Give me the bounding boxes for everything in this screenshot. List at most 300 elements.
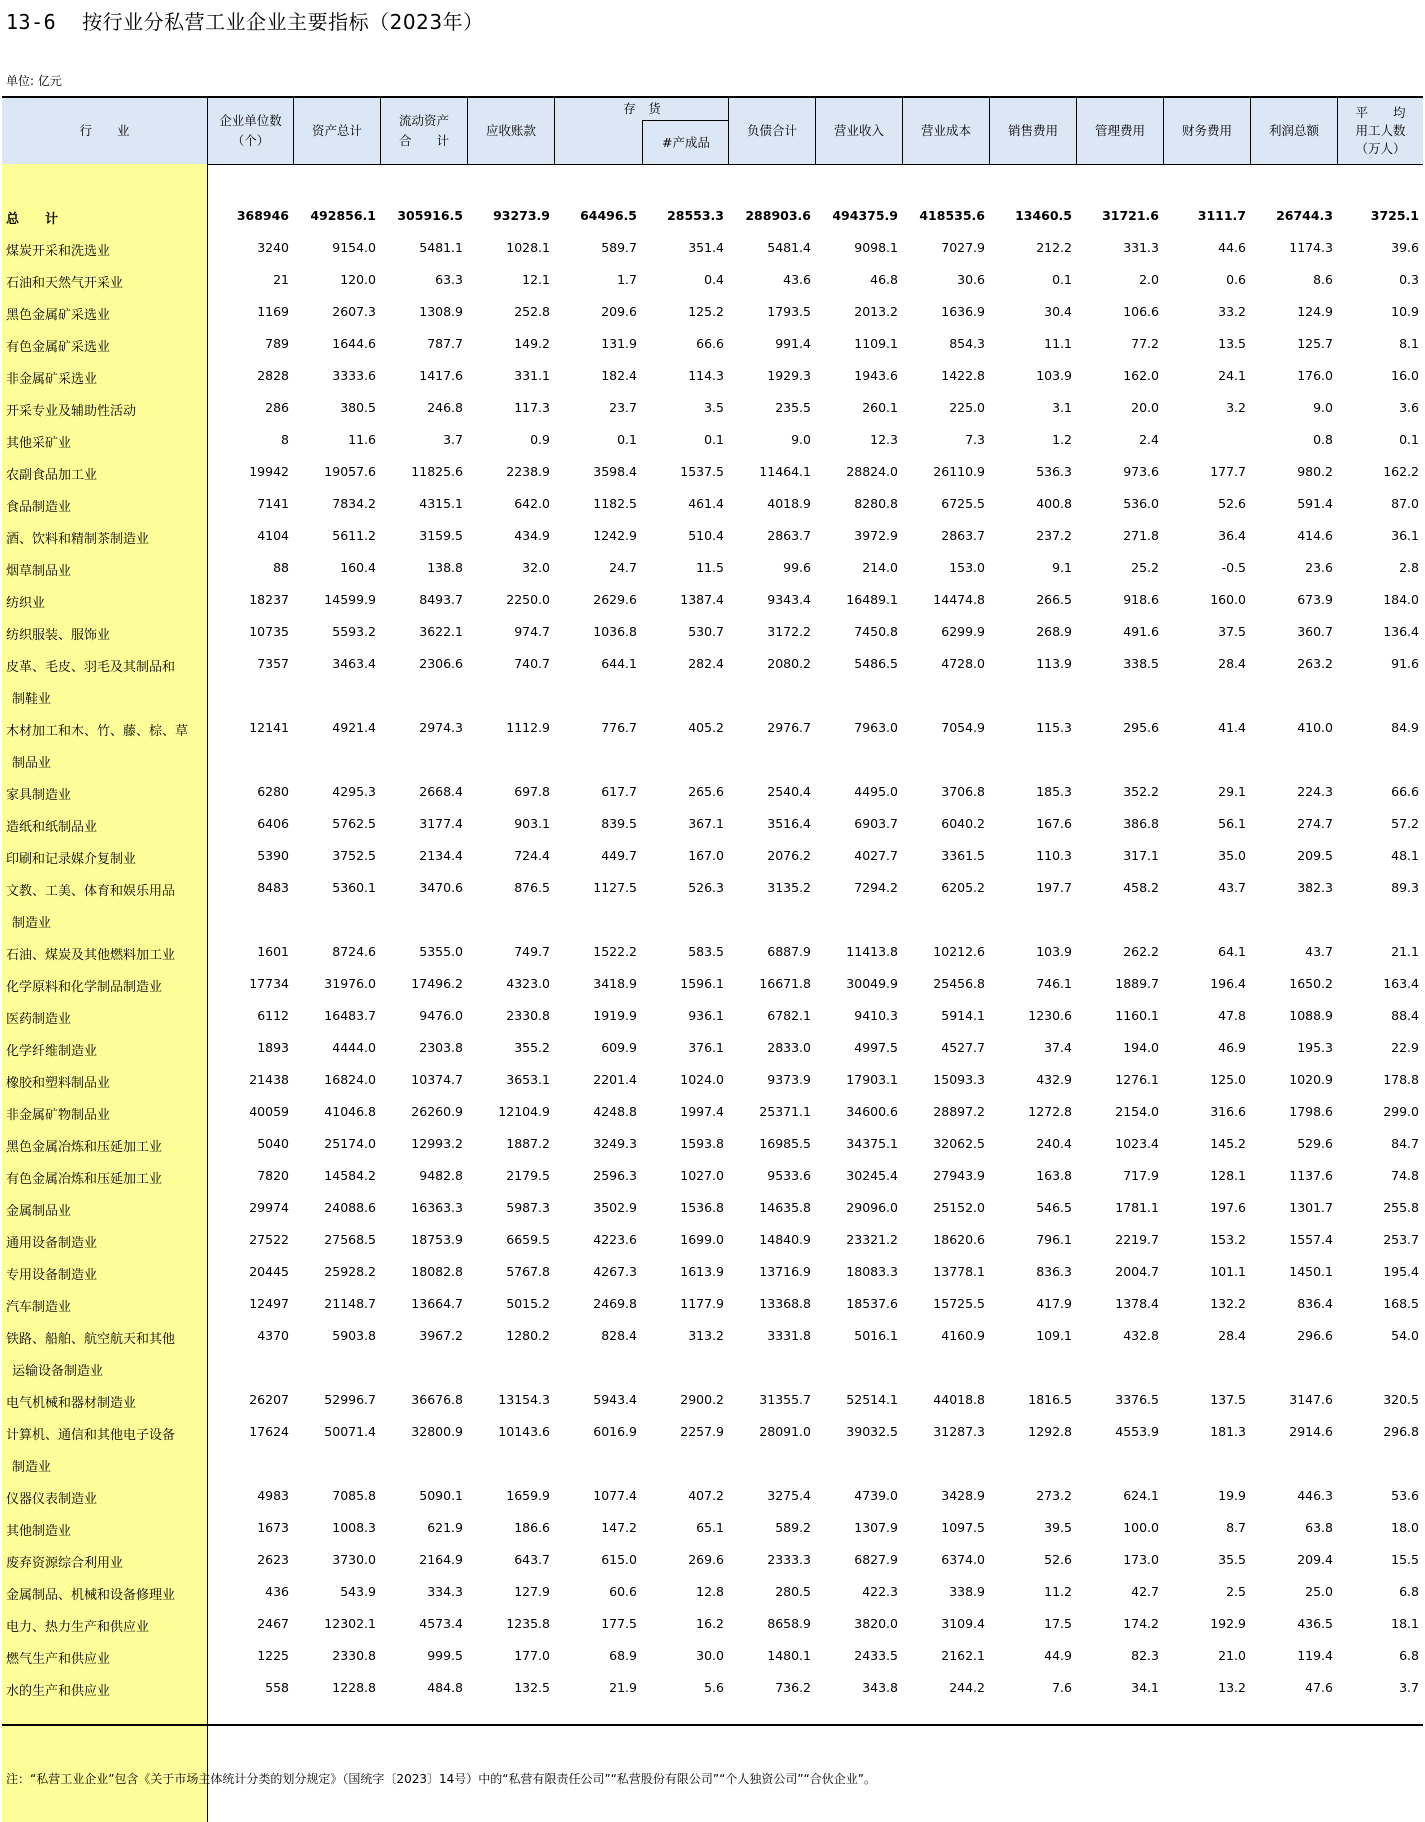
industry-name: 汽车制造业 [6,1300,72,1315]
table-cell: 3249.3 [593,1136,637,1151]
table-cell: 351.4 [688,240,724,255]
table-cell: 1537.5 [680,464,724,479]
table-cell: 24.7 [609,560,637,575]
table-cell: 19057.6 [324,464,376,479]
table-cell: 28.4 [1218,1328,1246,1343]
table-cell: 13778.1 [933,1264,985,1279]
table-cell: 1292.8 [1028,1424,1072,1439]
table-cell: 21 [273,272,289,287]
table-cell: 131.9 [601,336,637,351]
table-cell: 1137.6 [1289,1168,1333,1183]
header-current-assets [380,98,467,164]
table-cell: 103.9 [1036,944,1072,959]
table-cell: 53.6 [1391,1488,1419,1503]
table-cell: 2201.4 [593,1072,637,1087]
table-cell: 87.0 [1391,496,1419,511]
table-cell: 973.6 [1123,464,1159,479]
table-row [2,936,1423,968]
table-cell: 331.1 [514,368,550,383]
header-units [207,98,293,164]
table-cell: 17903.1 [846,1072,898,1087]
table-cell: 296.6 [1297,1328,1333,1343]
table-cell: 12302.1 [324,1616,376,1631]
table-cell: 449.7 [601,848,637,863]
table-row [2,1032,1423,1064]
table-row [2,872,1423,931]
header-total-assets: 资产总计 [293,98,380,164]
industry-name: 烟草制品业 [6,564,72,579]
industry-name: 石油、煤炭及其他燃料加工业 [6,948,176,963]
header-workers-line1: 平 均 [1355,105,1406,120]
table-cell: 3376.5 [1115,1392,1159,1407]
table-cell: 113.9 [1036,656,1072,671]
table-cell: 4223.6 [593,1232,637,1247]
table-cell: 25371.1 [759,1104,811,1119]
table-row [2,808,1423,840]
table-cell: 854.3 [949,336,985,351]
table-cell: 168.5 [1383,1296,1419,1311]
table-cell: 56.1 [1218,816,1246,831]
table-cell: 28.4 [1218,656,1246,671]
table-cell: 17496.2 [411,976,463,991]
table-cell: 34.1 [1131,1680,1159,1695]
table-cell: 1112.9 [506,720,550,735]
table-cell: 9482.8 [419,1168,463,1183]
table-cell: 6112 [257,1008,289,1023]
table-cell: 182.4 [601,368,637,383]
table-row [2,1416,1423,1475]
table-cell: 52.6 [1218,496,1246,511]
header-industry: 行 业 [2,98,207,164]
table-cell: 1.2 [1052,432,1072,447]
table-cell: 50071.4 [324,1424,376,1439]
header-selling-expense: 销售费用 [989,98,1076,164]
table-cell: 266.5 [1036,592,1072,607]
table-cell: 320.5 [1383,1392,1419,1407]
table-cell: 244.2 [949,1680,985,1695]
header-workers [1337,98,1423,164]
table-cell: 1893 [257,1040,289,1055]
table-cell: 317.1 [1123,848,1159,863]
table-cell: 1235.8 [506,1616,550,1631]
table-cell: 2.0 [1139,272,1159,287]
table-row [2,648,1423,707]
table-cell: 8493.7 [419,592,463,607]
table-cell: 4921.4 [332,720,376,735]
table-cell: 789 [265,336,289,351]
table-cell: 246.8 [427,400,463,415]
table-cell: 74.8 [1391,1168,1419,1183]
industry-name: 金属制品业 [6,1204,72,1219]
table-cell: 736.2 [775,1680,811,1695]
table-cell: 14840.9 [759,1232,811,1247]
table-cell: 37.4 [1044,1040,1072,1055]
industry-name: 食品制造业 [6,500,72,515]
table-header [2,96,1423,165]
table-cell: 5481.1 [419,240,463,255]
table-cell: 7820 [257,1168,289,1183]
table-cell: 8483 [257,880,289,895]
table-cell: 17734 [249,976,289,991]
table-cell: 5943.4 [593,1392,637,1407]
table-cell: 5360.1 [332,880,376,895]
industry-name: 黑色金属矿采选业 [6,308,111,323]
table-row [2,1544,1423,1576]
table-cell: 44.6 [1218,240,1246,255]
table-row [2,840,1423,872]
industry-name: 专用设备制造业 [6,1268,98,1283]
table-cell: 3177.4 [419,816,463,831]
table-row [2,360,1423,392]
industry-name-continued: 运输设备制造业 [12,1364,104,1379]
table-cell: 1272.8 [1028,1104,1072,1119]
table-cell: 2833.0 [767,1040,811,1055]
table-cell: 446.3 [1297,1488,1333,1503]
table-cell: 2629.6 [593,592,637,607]
table-cell: 173.0 [1123,1552,1159,1567]
table-row [2,520,1423,552]
table-cell: 117.3 [514,400,550,415]
table-cell: 1798.6 [1289,1104,1333,1119]
table-cell: 23.6 [1305,560,1333,575]
table-cell: 3275.4 [767,1488,811,1503]
table-cell: 99.6 [783,560,811,575]
table-cell: 1997.4 [680,1104,724,1119]
table-cell: 2.8 [1399,560,1419,575]
table-cell: 1943.6 [854,368,898,383]
table-cell: 106.6 [1123,304,1159,319]
table-cell: 494375.9 [832,208,898,223]
table-cell: 746.1 [1036,976,1072,991]
table-cell: 212.2 [1036,240,1072,255]
table-cell: 57.2 [1391,816,1419,831]
table-cell: 3463.4 [332,656,376,671]
table-cell: 44018.8 [933,1392,985,1407]
table-cell: 338.9 [949,1584,985,1599]
table-cell: 3333.6 [332,368,376,383]
table-cell: 13.5 [1218,336,1246,351]
table-cell: 8.7 [1226,1520,1246,1535]
table-cell: 54.0 [1391,1328,1419,1343]
table-cell: 63.8 [1305,1520,1333,1535]
table-cell: 269.6 [688,1552,724,1567]
table-cell: 11.6 [348,432,376,447]
table-cell: 23321.2 [846,1232,898,1247]
table-cell: 418535.6 [919,208,985,223]
table-cell: 286 [265,400,289,415]
table-cell: 5593.2 [332,624,376,639]
table-cell: 124.9 [1297,304,1333,319]
table-cell: 2.4 [1139,432,1159,447]
table-cell: 11.1 [1044,336,1072,351]
table-cell: 110.3 [1036,848,1072,863]
table-cell: 29974 [249,1200,289,1215]
table-cell: 5040 [257,1136,289,1151]
header-receivables: 应收账款 [467,98,554,164]
table-cell: 0.1 [704,432,724,447]
table-cell: 407.2 [688,1488,724,1503]
table-cell: 1613.9 [680,1264,724,1279]
table-cell: 740.7 [514,656,550,671]
table-cell: 93273.9 [493,208,550,223]
table-row [2,1160,1423,1192]
table-cell: 197.6 [1210,1200,1246,1215]
table-cell: 149.2 [514,336,550,351]
header-workers-line3: （万人） [1355,141,1406,156]
table-cell: 18537.6 [846,1296,898,1311]
table-cell: 621.9 [427,1520,463,1535]
table-cell: 386.8 [1123,816,1159,831]
table-cell: 7294.2 [854,880,898,895]
table-row [2,232,1423,264]
table-cell: 115.3 [1036,720,1072,735]
table-cell: 8.6 [1313,272,1333,287]
industry-name: 计算机、通信和其他电子设备 [6,1428,176,1443]
table-cell: 2900.2 [680,1392,724,1407]
table-cell: 25.2 [1131,560,1159,575]
table-cell: 114.3 [688,368,724,383]
table-cell: 3470.6 [419,880,463,895]
table-cell: 787.7 [427,336,463,351]
table-cell: 138.8 [427,560,463,575]
table-cell: 125.0 [1210,1072,1246,1087]
table-cell: 1008.3 [332,1520,376,1535]
table-cell: 29.1 [1218,784,1246,799]
table-cell: 2330.8 [506,1008,550,1023]
table-cell: 26744.3 [1276,208,1333,223]
table-cell: 1109.1 [854,336,898,351]
table-cell: 8.1 [1399,336,1419,351]
table-cell: 23.7 [609,400,637,415]
table-cell: 25.0 [1305,1584,1333,1599]
table-cell: 4728.0 [941,656,985,671]
table-cell: 1077.4 [593,1488,637,1503]
table-cell: 6280 [257,784,289,799]
table-cell: 836.3 [1036,1264,1072,1279]
table-cell: 2330.8 [332,1648,376,1663]
table-cell: 13.2 [1218,1680,1246,1695]
table-row [2,392,1423,424]
table-cell: 209.6 [601,304,637,319]
table-cell: 30049.9 [846,976,898,991]
table-cell: 1174.3 [1289,240,1333,255]
table-cell: 65.1 [696,1520,724,1535]
table-cell: 8 [281,432,289,447]
table-cell: 10143.6 [498,1424,550,1439]
table-cell: 3172.2 [767,624,811,639]
table-cell: 77.2 [1131,336,1159,351]
table-cell: 41.4 [1218,720,1246,735]
header-admin-expense: 管理费用 [1076,98,1163,164]
table-cell: 52.6 [1044,1552,1072,1567]
table-cell: 209.5 [1297,848,1333,863]
table-row [2,584,1423,616]
table-cell: 4739.0 [854,1488,898,1503]
table-cell: 331.3 [1123,240,1159,255]
table-cell: 7141 [257,496,289,511]
industry-name: 通用设备制造业 [6,1236,98,1251]
header-units-line1: 企业单位数 [219,113,282,128]
table-cell: 9.0 [791,432,811,447]
table-cell: 2540.4 [767,784,811,799]
table-cell: 21148.7 [324,1296,376,1311]
industry-name: 皮革、毛皮、羽毛及其制品和 [6,660,176,675]
industry-name: 电气机械和器材制造业 [6,1396,137,1411]
header-workers-line2: 用工人数 [1355,123,1406,138]
table-row [2,968,1423,1000]
table-cell: 195.4 [1383,1264,1419,1279]
industry-name: 燃气生产和供应业 [6,1652,111,1667]
table-title [6,6,484,35]
table-cell: 1480.1 [767,1648,811,1663]
table-cell: 16.2 [696,1616,724,1631]
table-cell: 2219.7 [1115,1232,1159,1247]
table-cell: 2433.5 [854,1648,898,1663]
table-cell: 4104 [257,528,289,543]
table-cell: 1450.1 [1289,1264,1333,1279]
table-cell: 10735 [249,624,289,639]
table-row [2,264,1423,296]
industry-name: 煤炭开采和洗选业 [6,244,111,259]
table-cell: 6406 [257,816,289,831]
table-cell: 1593.8 [680,1136,724,1151]
table-cell: 88 [273,560,289,575]
table-cell: 8658.9 [767,1616,811,1631]
total-row [2,200,1423,232]
table-cell: 66.6 [696,336,724,351]
table-cell: 6040.2 [941,816,985,831]
table-cell: 18620.6 [933,1232,985,1247]
industry-name: 农副食品加工业 [6,468,98,483]
table-cell: 360.7 [1297,624,1333,639]
table-cell: 177.5 [601,1616,637,1631]
table-cell: 3147.6 [1289,1392,1333,1407]
industry-name: 化学纤维制造业 [6,1044,98,1059]
table-row [2,1608,1423,1640]
table-cell: 6782.1 [767,1008,811,1023]
table-cell: 6903.7 [854,816,898,831]
table-cell: 510.4 [688,528,724,543]
table-cell: 2164.9 [419,1552,463,1567]
table-cell: 60.6 [609,1584,637,1599]
table-cell: 1230.6 [1028,1008,1072,1023]
table-cell: 6887.9 [767,944,811,959]
table-cell: 492856.1 [310,208,376,223]
table-cell: 32062.5 [933,1136,985,1151]
table-cell: 88.4 [1391,1008,1419,1023]
table-cell: 262.2 [1123,944,1159,959]
table-cell: 7085.8 [332,1488,376,1503]
industry-name: 开采专业及辅助性活动 [6,404,137,419]
header-finished-goods: #产成品 [642,120,729,164]
table-cell: 18753.9 [411,1232,463,1247]
table-cell: 273.2 [1036,1488,1072,1503]
table-cell: 36.1 [1391,528,1419,543]
table-cell: 1225 [257,1648,289,1663]
table-cell: 7963.0 [854,720,898,735]
table-cell: 10212.6 [933,944,985,959]
table-cell: 288903.6 [745,208,811,223]
table-cell: 14584.2 [324,1168,376,1183]
table-cell: 4160.9 [941,1328,985,1343]
table-cell: 3622.1 [419,624,463,639]
table-cell: 132.2 [1210,1296,1246,1311]
table-cell: 2863.7 [941,528,985,543]
table-cell: 1644.6 [332,336,376,351]
table-cell: 5016.1 [854,1328,898,1343]
table-cell: 5611.2 [332,528,376,543]
table-row [2,296,1423,328]
table-cell: 1673 [257,1520,289,1535]
table-row [2,552,1423,584]
table-cell: 2004.7 [1115,1264,1159,1279]
table-cell: 2306.6 [419,656,463,671]
table-cell: 3752.5 [332,848,376,863]
table-cell: 2238.9 [506,464,550,479]
table-cell: 271.8 [1123,528,1159,543]
industry-name: 印刷和记录媒介复制业 [6,852,137,867]
table-cell: 0.8 [1313,432,1333,447]
table-cell: 4315.1 [419,496,463,511]
table-cell: 17.5 [1044,1616,1072,1631]
table-cell: 3159.5 [419,528,463,543]
table-cell: 558 [265,1680,289,1695]
table-cell: 28897.2 [933,1104,985,1119]
table-cell: 2469.8 [593,1296,637,1311]
table-cell: 2828 [257,368,289,383]
table-cell: 3.7 [1399,1680,1419,1695]
table-cell: 1659.9 [506,1488,550,1503]
table-cell: 214.0 [862,560,898,575]
table-cell: 125.2 [688,304,724,319]
table-row [2,776,1423,808]
table-cell: 128.1 [1210,1168,1246,1183]
table-cell: 3730.0 [332,1552,376,1567]
industry-name: 总 计 [6,212,59,227]
table-cell: 295.6 [1123,720,1159,735]
table-cell: 2863.7 [767,528,811,543]
table-cell: 1097.5 [941,1520,985,1535]
table-cell: 316.6 [1210,1104,1246,1119]
table-cell: 546.5 [1036,1200,1072,1215]
table-cell: 422.3 [862,1584,898,1599]
table-cell: 21438 [249,1072,289,1087]
table-cell: 177.0 [514,1648,550,1663]
table-cell: 9154.0 [332,240,376,255]
table-cell: 24088.6 [324,1200,376,1215]
table-cell: 903.1 [514,816,550,831]
table-cell: 11.5 [696,560,724,575]
table-cell: 31355.7 [759,1392,811,1407]
table-cell: 876.5 [514,880,550,895]
industry-name: 酒、饮料和精制茶制造业 [6,532,150,547]
table-cell: 5481.4 [767,240,811,255]
table-bottom-rule [2,1724,1423,1726]
table-cell: 591.4 [1297,496,1333,511]
table-cell: 543.9 [340,1584,376,1599]
table-cell: 14599.9 [324,592,376,607]
table-cell: 10374.7 [411,1072,463,1087]
table-cell: 5090.1 [419,1488,463,1503]
table-cell: 3.1 [1052,400,1072,415]
table-cell: 28091.0 [759,1424,811,1439]
table-cell: 39.6 [1391,240,1419,255]
table-cell: 32.0 [522,560,550,575]
table-cell: 132.5 [514,1680,550,1695]
table-cell: 1242.9 [593,528,637,543]
table-cell: 47.8 [1218,1008,1246,1023]
table-cell: 160.4 [340,560,376,575]
